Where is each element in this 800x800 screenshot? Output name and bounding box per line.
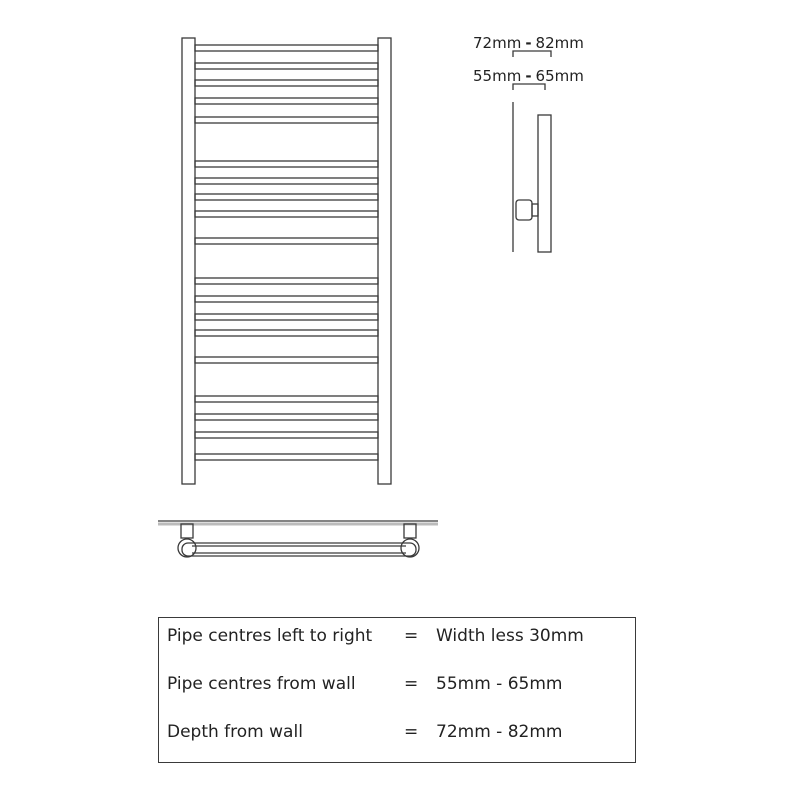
ladder-bar: [195, 357, 378, 363]
spec-row-depth-from-wall: [159, 720, 635, 744]
ladder-bar: [195, 80, 378, 86]
ladder-bar: [195, 278, 378, 284]
depth-separator: -: [525, 34, 532, 52]
right-pipe-stub: [404, 524, 416, 538]
left-pipe-stub: [181, 524, 193, 538]
ladder-bar: [195, 414, 378, 420]
spec-row-pipe-centres-left-right: [159, 624, 635, 648]
ladder-bar: [195, 314, 378, 320]
ladder-bar: [195, 330, 378, 336]
spec-table: [158, 617, 636, 763]
ladder-bar: [195, 45, 378, 51]
front-view: [182, 38, 391, 484]
ladder-bar: [195, 396, 378, 402]
side-valve-nut: [532, 204, 538, 216]
spec-equals: =: [404, 626, 419, 646]
pipe-separator: -: [525, 67, 532, 85]
spec-equals: =: [404, 722, 419, 742]
depth-min: 72mm: [473, 34, 522, 52]
spec-value: 55mm - 65mm: [436, 674, 563, 694]
pipe-max: 65mm: [535, 67, 584, 85]
spec-label: Depth from wall: [167, 722, 303, 742]
ladder-bar: [195, 432, 378, 438]
spec-label: Pipe centres from wall: [167, 674, 356, 694]
ladder-bar: [195, 161, 378, 167]
spec-value: Width less 30mm: [436, 626, 584, 646]
left-upright: [182, 38, 195, 484]
ladder-bars: [195, 45, 378, 460]
spec-label: Pipe centres left to right: [167, 626, 373, 646]
plan-view: [158, 521, 438, 557]
depth-dimension-label: [473, 36, 584, 51]
right-upright: [378, 38, 391, 484]
depth-max: 82mm: [535, 34, 584, 52]
spec-value: 72mm - 82mm: [436, 722, 563, 742]
pipe-min: 55mm: [473, 67, 522, 85]
left-valve: [178, 539, 196, 557]
side-valve: [516, 200, 532, 220]
spec-row-pipe-centres-wall: [159, 672, 635, 696]
ladder-bar: [195, 454, 378, 460]
side-upright: [538, 115, 551, 252]
pipe-dimension-label: [473, 69, 584, 84]
ladder-bar: [195, 194, 378, 200]
ladder-bar: [195, 117, 378, 123]
ladder-bar: [195, 98, 378, 104]
ladder-bar: [195, 178, 378, 184]
spec-equals: =: [404, 674, 419, 694]
rail-body: [182, 543, 416, 556]
ladder-bar: [195, 63, 378, 69]
ladder-bar: [195, 296, 378, 302]
ladder-bar: [195, 211, 378, 217]
ladder-bar: [195, 238, 378, 244]
